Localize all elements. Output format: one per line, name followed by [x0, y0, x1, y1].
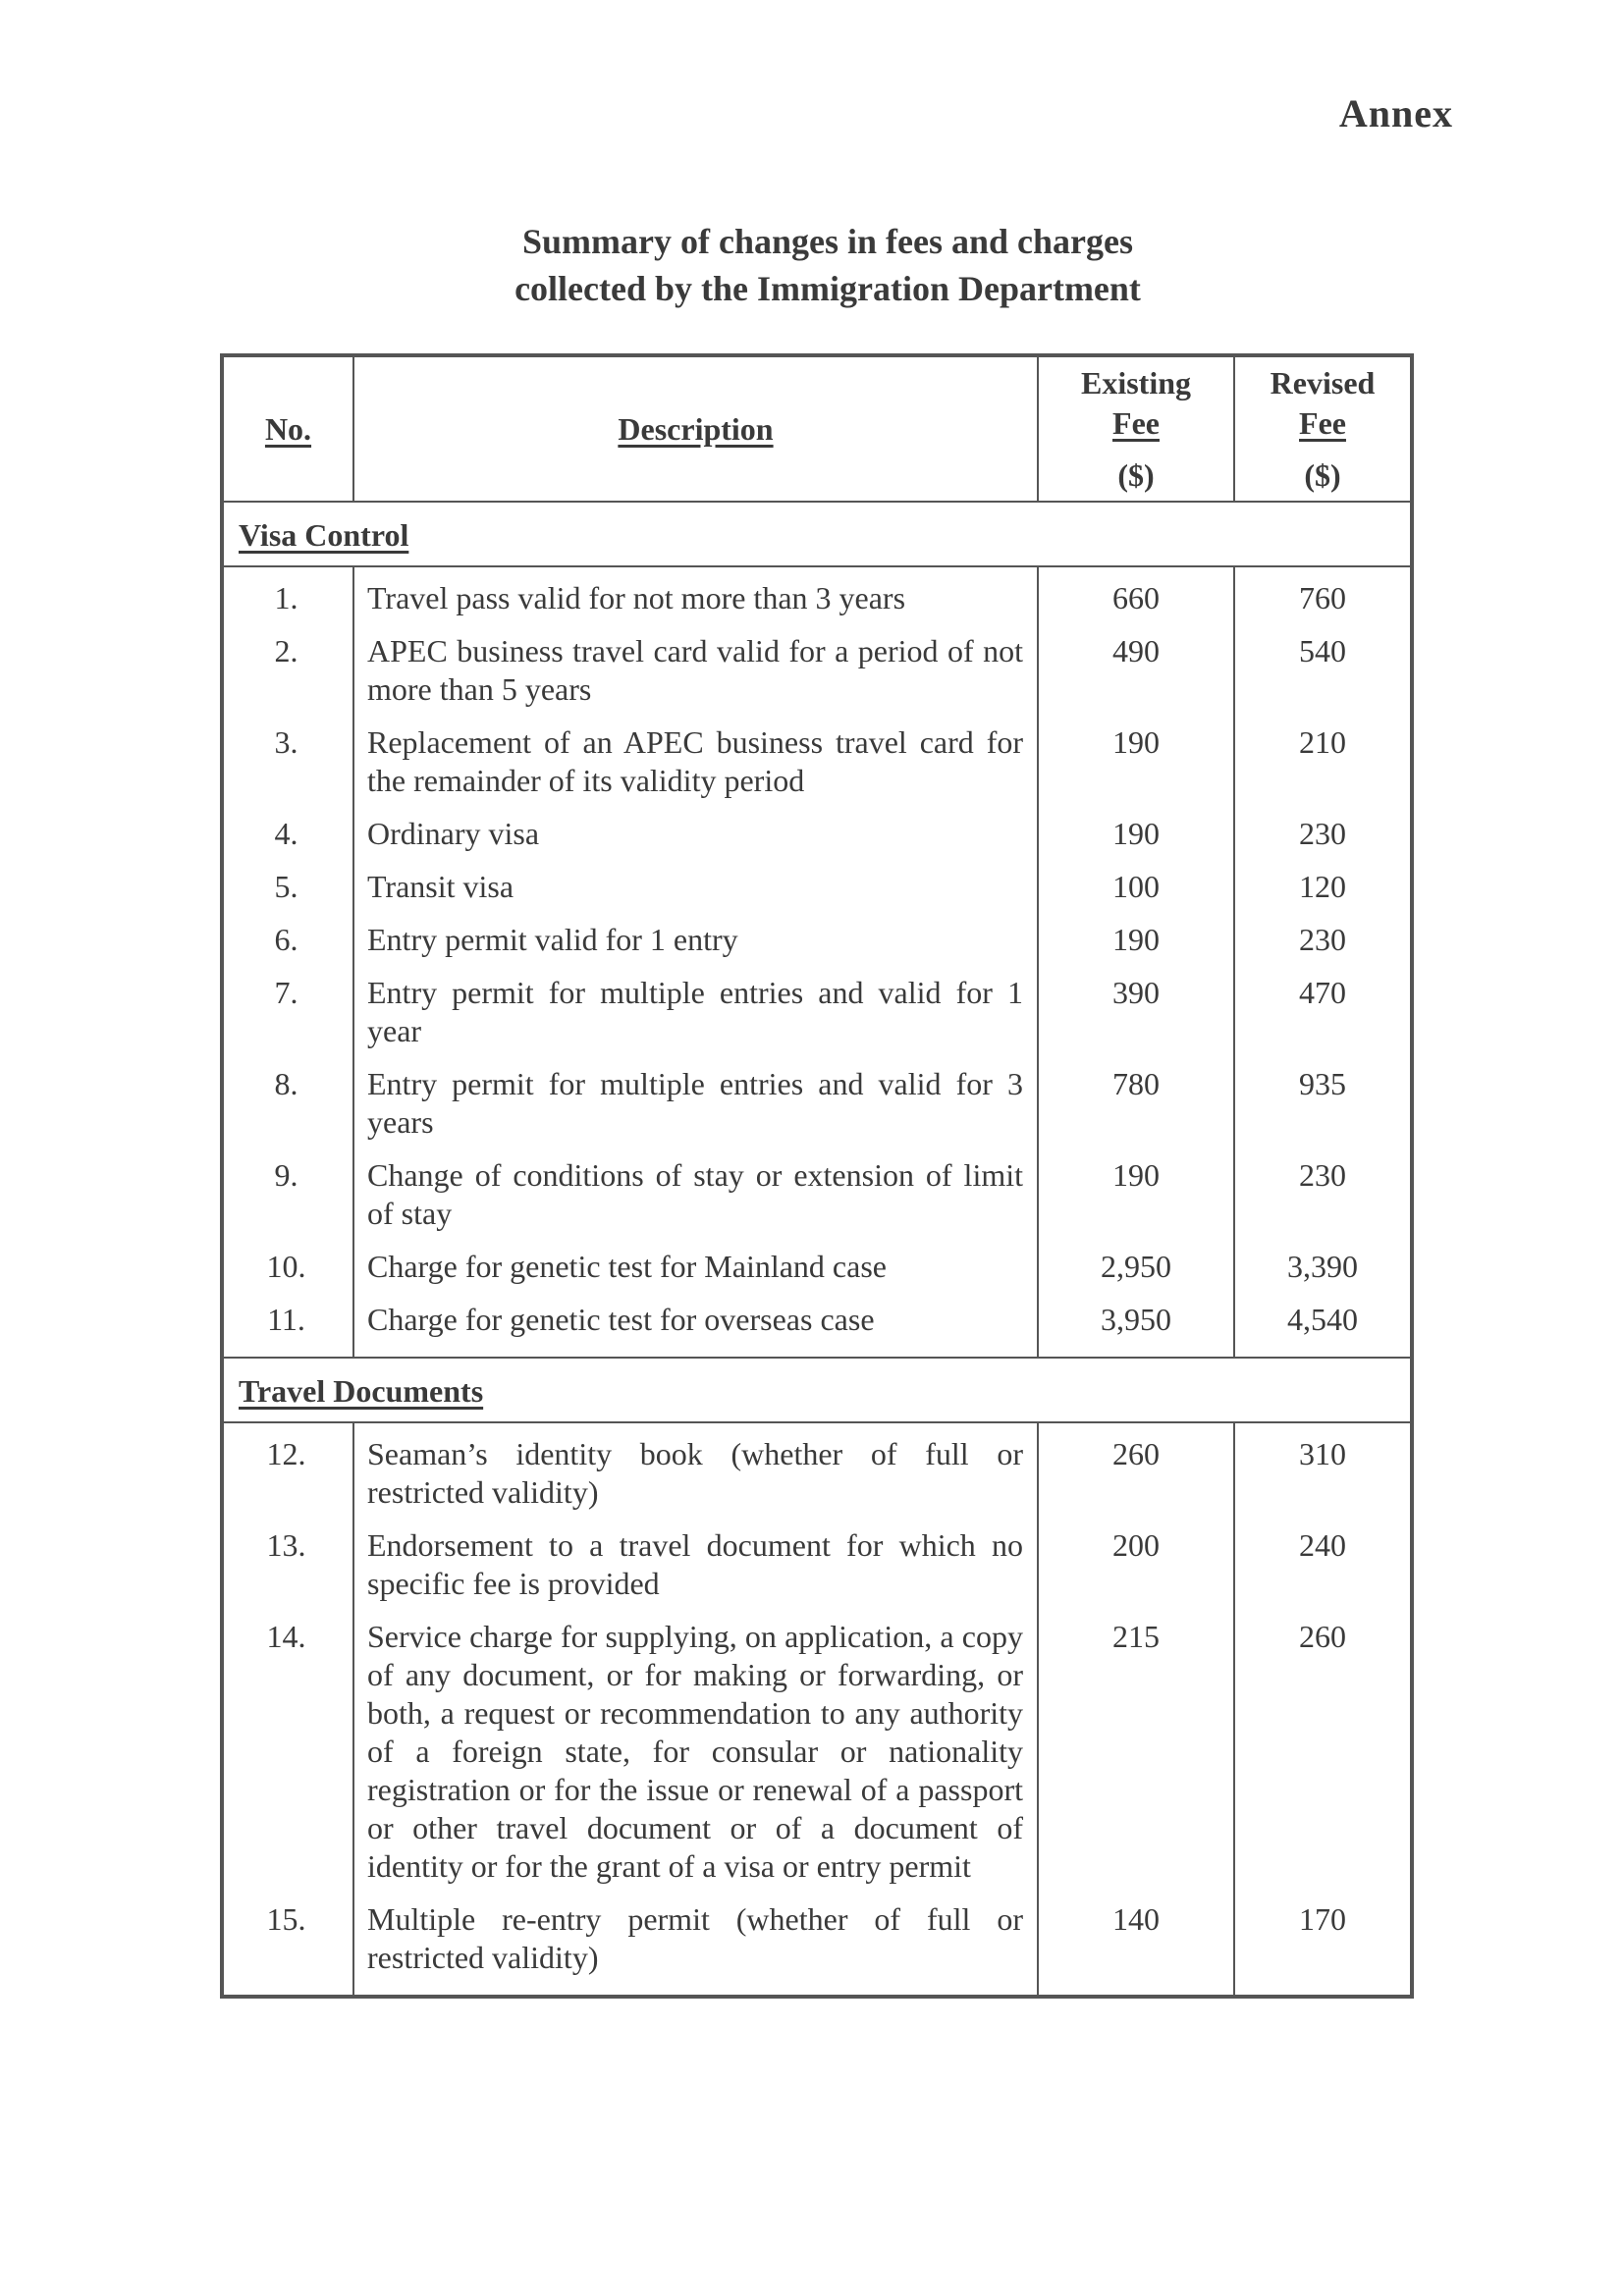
existing-fee: 390 — [1038, 970, 1234, 1061]
revised-fee: 170 — [1234, 1896, 1412, 1997]
existing-fee: 200 — [1038, 1522, 1234, 1614]
item-description: APEC business travel card valid for a period of not more than 5 years — [353, 628, 1038, 720]
revised-fee: 470 — [1234, 970, 1412, 1061]
table-row — [222, 917, 1412, 970]
item-number: 12. — [222, 1422, 353, 1522]
table-row — [222, 628, 1412, 720]
annex-label: Annex — [1338, 91, 1453, 135]
revised-fee: 760 — [1234, 566, 1412, 628]
revised-fee: 230 — [1234, 1152, 1412, 1244]
header-revised-fee: Revised Fee ($) — [1234, 355, 1412, 502]
item-description: Service charge for supplying, on application, a copy of any document, or for making or forwarding, or both, a request or recommendation to any authority of a foreign state, for consular or nationality registration or for the issue or renewal of a passport or other travel document or of a document of identity or for the grant of a visa or entry permit — [353, 1614, 1038, 1896]
section-row — [222, 502, 1412, 566]
existing-fee: 190 — [1038, 917, 1234, 970]
header-existing-fee: Existing Fee ($) — [1038, 355, 1234, 502]
existing-fee: 190 — [1038, 811, 1234, 864]
item-description: Change of conditions of stay or extension of limit of stay — [353, 1152, 1038, 1244]
existing-fee: 780 — [1038, 1061, 1234, 1152]
item-description: Replacement of an APEC business travel card for the remainder of its validity period — [353, 720, 1038, 811]
item-number: 13. — [222, 1522, 353, 1614]
table-row — [222, 864, 1412, 917]
item-number: 15. — [222, 1896, 353, 1997]
table-row — [222, 811, 1412, 864]
table-row — [222, 1297, 1412, 1358]
document-title — [0, 218, 1623, 312]
section-heading — [222, 502, 1412, 566]
revised-fee: 540 — [1234, 628, 1412, 720]
table-row — [222, 1244, 1412, 1297]
item-description: Entry permit for multiple entries and valid for 3 years — [353, 1061, 1038, 1152]
header-description: Description — [353, 355, 1038, 502]
item-number: 14. — [222, 1614, 353, 1896]
item-number: 5. — [222, 864, 353, 917]
fees-table — [220, 353, 1414, 1999]
revised-fee: 310 — [1234, 1422, 1412, 1522]
section-row — [222, 1358, 1412, 1422]
item-number: 10. — [222, 1244, 353, 1297]
existing-fee: 190 — [1038, 1152, 1234, 1244]
title-line-1: Summary of changes in fees and charges — [522, 222, 1133, 261]
header-no: No. — [222, 355, 353, 502]
revised-fee: 3,390 — [1234, 1244, 1412, 1297]
table-row — [222, 720, 1412, 811]
existing-fee: 3,950 — [1038, 1297, 1234, 1358]
item-description: Ordinary visa — [353, 811, 1038, 864]
item-description: Travel pass valid for not more than 3 years — [353, 566, 1038, 628]
item-number: 6. — [222, 917, 353, 970]
item-number: 2. — [222, 628, 353, 720]
item-number: 4. — [222, 811, 353, 864]
table-row — [222, 1061, 1412, 1152]
table-header-row — [222, 355, 1412, 502]
existing-fee: 660 — [1038, 566, 1234, 628]
table-row — [222, 970, 1412, 1061]
item-number: 1. — [222, 566, 353, 628]
title-line-2: collected by the Immigration Department — [514, 269, 1141, 308]
revised-fee: 260 — [1234, 1614, 1412, 1896]
existing-fee: 215 — [1038, 1614, 1234, 1896]
table-row — [222, 1896, 1412, 1997]
revised-fee: 210 — [1234, 720, 1412, 811]
table-row — [222, 566, 1412, 628]
existing-fee: 260 — [1038, 1422, 1234, 1522]
revised-fee: 230 — [1234, 811, 1412, 864]
table-row — [222, 1152, 1412, 1244]
existing-fee: 140 — [1038, 1896, 1234, 1997]
section-title: Travel Documents — [239, 1373, 484, 1409]
existing-fee: 190 — [1038, 720, 1234, 811]
item-description: Charge for genetic test for overseas case — [353, 1297, 1038, 1358]
section-heading — [222, 1358, 1412, 1422]
revised-fee: 4,540 — [1234, 1297, 1412, 1358]
existing-fee: 490 — [1038, 628, 1234, 720]
revised-fee: 230 — [1234, 917, 1412, 970]
table-row — [222, 1422, 1412, 1522]
table-row — [222, 1614, 1412, 1896]
item-description: Seaman’s identity book (whether of full or restricted validity) — [353, 1422, 1038, 1522]
revised-fee: 120 — [1234, 864, 1412, 917]
item-description: Transit visa — [353, 864, 1038, 917]
item-number: 3. — [222, 720, 353, 811]
item-description: Endorsement to a travel document for which no specific fee is provided — [353, 1522, 1038, 1614]
existing-fee: 2,950 — [1038, 1244, 1234, 1297]
item-number: 9. — [222, 1152, 353, 1244]
item-number: 8. — [222, 1061, 353, 1152]
table-row — [222, 1522, 1412, 1614]
item-number: 7. — [222, 970, 353, 1061]
section-title: Visa Control — [239, 517, 409, 553]
revised-fee: 240 — [1234, 1522, 1412, 1614]
item-description: Entry permit valid for 1 entry — [353, 917, 1038, 970]
fees-table-body — [222, 502, 1412, 1997]
existing-fee: 100 — [1038, 864, 1234, 917]
item-description: Entry permit for multiple entries and valid for 1 year — [353, 970, 1038, 1061]
item-description: Multiple re-entry permit (whether of full or restricted validity) — [353, 1896, 1038, 1997]
item-description: Charge for genetic test for Mainland case — [353, 1244, 1038, 1297]
revised-fee: 935 — [1234, 1061, 1412, 1152]
item-number: 11. — [222, 1297, 353, 1358]
